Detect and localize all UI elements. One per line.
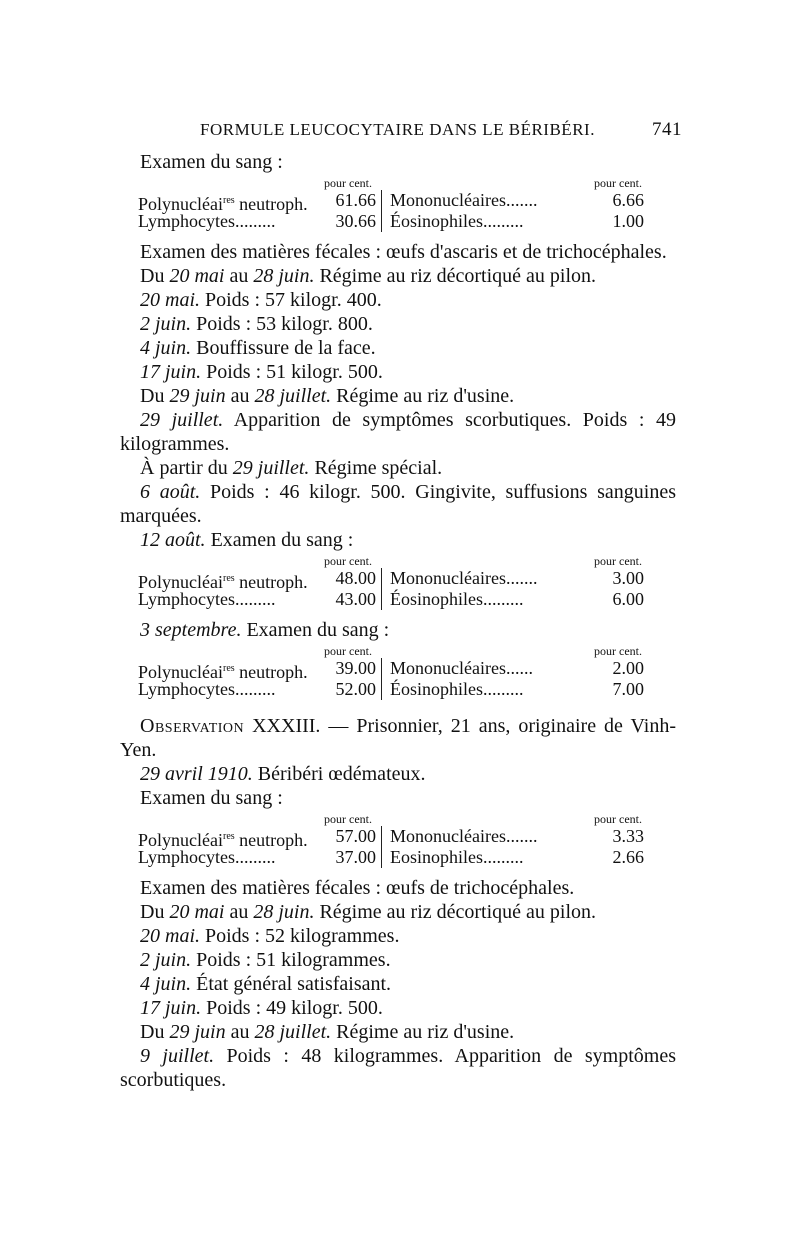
- paragraph: 29 juillet. Apparition de symptômes scorbutiques. Poids : 49 kilogrammes.: [120, 409, 676, 455]
- unit-row: [138, 554, 658, 568]
- header-title: FORMULE LEUCOCYTAIRE DANS LE BÉRIBÉRI.: [200, 120, 595, 139]
- cell-value: 30.66: [335, 211, 376, 231]
- paragraph: 29 avril 1910. Béribéri œdémateux.: [140, 763, 426, 785]
- table-row: [138, 190, 658, 214]
- blood-table: [138, 644, 658, 700]
- paragraph: 17 juin. Poids : 49 kilogr. 500.: [140, 997, 383, 1019]
- cell-label: Éosinophiles.........: [390, 589, 524, 609]
- cell-value: 43.00: [335, 589, 376, 609]
- table-row: [138, 211, 658, 232]
- cell-label: Mononucléaires......: [390, 658, 533, 678]
- cell-label: Mononucléaires.......: [390, 568, 538, 588]
- cell-value: 7.00: [612, 679, 644, 699]
- cell-label: Polynucléai$^{res}$ neutroph.: [138, 830, 308, 850]
- cell-label: Lymphocytes.........: [138, 847, 276, 867]
- paragraph: Examen du sang :: [140, 151, 283, 173]
- cell-value: 6.00: [612, 589, 644, 609]
- paragraph: 2 juin. Poids : 51 kilogrammes.: [140, 949, 391, 971]
- blood-table: [138, 554, 658, 610]
- paragraph: 17 juin. Poids : 51 kilogr. 500.: [140, 361, 383, 383]
- paragraph: 9 juillet. Poids : 48 kilogrammes. Apparition de symptômes scorbutiques.: [120, 1045, 676, 1091]
- cell-value: 61.66: [335, 190, 376, 210]
- unit-label: pour cent.: [594, 176, 642, 190]
- table-row: [138, 589, 658, 610]
- paragraph: Du 20 mai au 28 juin. Régime au riz décortiqué au pilon.: [140, 265, 597, 287]
- unit-label: pour cent.: [324, 554, 372, 568]
- paragraph: Examen des matières fécales : œufs de trichocéphales.: [140, 877, 575, 899]
- cell-label: Mononucléaires.......: [390, 826, 538, 846]
- observation-heading: Observation XXXIII. — Prisonnier, 21 ans, originaire de Vinh-Yen.: [120, 715, 676, 761]
- paragraph: 4 juin. Bouffissure de la face.: [140, 337, 376, 359]
- unit-label: pour cent.: [594, 644, 642, 658]
- cell-label: Lymphocytes.........: [138, 589, 276, 609]
- unit-row: [138, 176, 658, 190]
- cell-value: 37.00: [335, 847, 376, 867]
- cell-label: Lymphocytes.........: [138, 211, 276, 231]
- cell-value: 6.66: [612, 190, 644, 210]
- paragraph: 3 septembre. Examen du sang :: [140, 619, 390, 641]
- cell-label: Polynucléai$^{res}$ neutroph.: [138, 194, 308, 214]
- unit-label: pour cent.: [324, 176, 372, 190]
- cell-value: 48.00: [335, 568, 376, 588]
- cell-label: Polynucléai$^{res}$ neutroph.: [138, 572, 308, 592]
- blood-table: [138, 176, 658, 232]
- cell-value: 3.00: [612, 568, 644, 588]
- cell-value: 2.66: [612, 847, 644, 867]
- paragraph: 6 août. Poids : 46 kilogr. 500. Gingivite, suffusions sanguines marquées.: [120, 481, 676, 527]
- cell-label: Mononucléaires.......: [390, 190, 538, 210]
- table-row: [138, 847, 658, 868]
- cell-value: 1.00: [612, 211, 644, 231]
- blood-table: [138, 812, 658, 868]
- cell-value: 39.00: [335, 658, 376, 678]
- paragraph: 2 juin. Poids : 53 kilogr. 800.: [140, 313, 373, 335]
- paragraph: 12 août. Examen du sang :: [140, 529, 354, 551]
- paragraph: Du 29 juin au 28 juillet. Régime au riz d'usine.: [140, 1021, 515, 1043]
- table-row: [138, 658, 658, 682]
- paragraph: 20 mai. Poids : 57 kilogr. 400.: [140, 289, 382, 311]
- cell-label: Éosinophiles.........: [390, 679, 524, 699]
- unit-label: pour cent.: [594, 554, 642, 568]
- page-number: 741: [652, 119, 682, 140]
- paragraph: Examen du sang :: [140, 787, 283, 809]
- cell-label: Éosinophiles.........: [390, 211, 524, 231]
- cell-value: 3.33: [612, 826, 644, 846]
- unit-label: pour cent.: [324, 644, 372, 658]
- table-row: [138, 826, 658, 850]
- page-body: [120, 150, 676, 1092]
- cell-label: Lymphocytes.........: [138, 679, 276, 699]
- cell-label: Polynucléai$^{res}$ neutroph.: [138, 662, 308, 682]
- paragraph: 4 juin. État général satisfaisant.: [140, 973, 392, 995]
- paragraph: Examen des matières fécales : œufs d'ascaris et de trichocéphales.: [140, 241, 667, 263]
- paragraph: Du 20 mai au 28 juin. Régime au riz décortiqué au pilon.: [140, 901, 597, 923]
- unit-row: [138, 644, 658, 658]
- cell-label: Eosinophiles.........: [390, 847, 524, 867]
- cell-value: 52.00: [335, 679, 376, 699]
- paragraph: Du 29 juin au 28 juillet. Régime au riz d'usine.: [140, 385, 515, 407]
- unit-label: pour cent.: [594, 812, 642, 826]
- table-row: [138, 679, 658, 700]
- cell-value: 57.00: [335, 826, 376, 846]
- cell-value: 2.00: [612, 658, 644, 678]
- paragraph: 20 mai. Poids : 52 kilogrammes.: [140, 925, 400, 947]
- table-row: [138, 568, 658, 592]
- unit-label: pour cent.: [324, 812, 372, 826]
- paragraph: À partir du 29 juillet. Régime spécial.: [140, 457, 443, 479]
- unit-row: [138, 812, 658, 826]
